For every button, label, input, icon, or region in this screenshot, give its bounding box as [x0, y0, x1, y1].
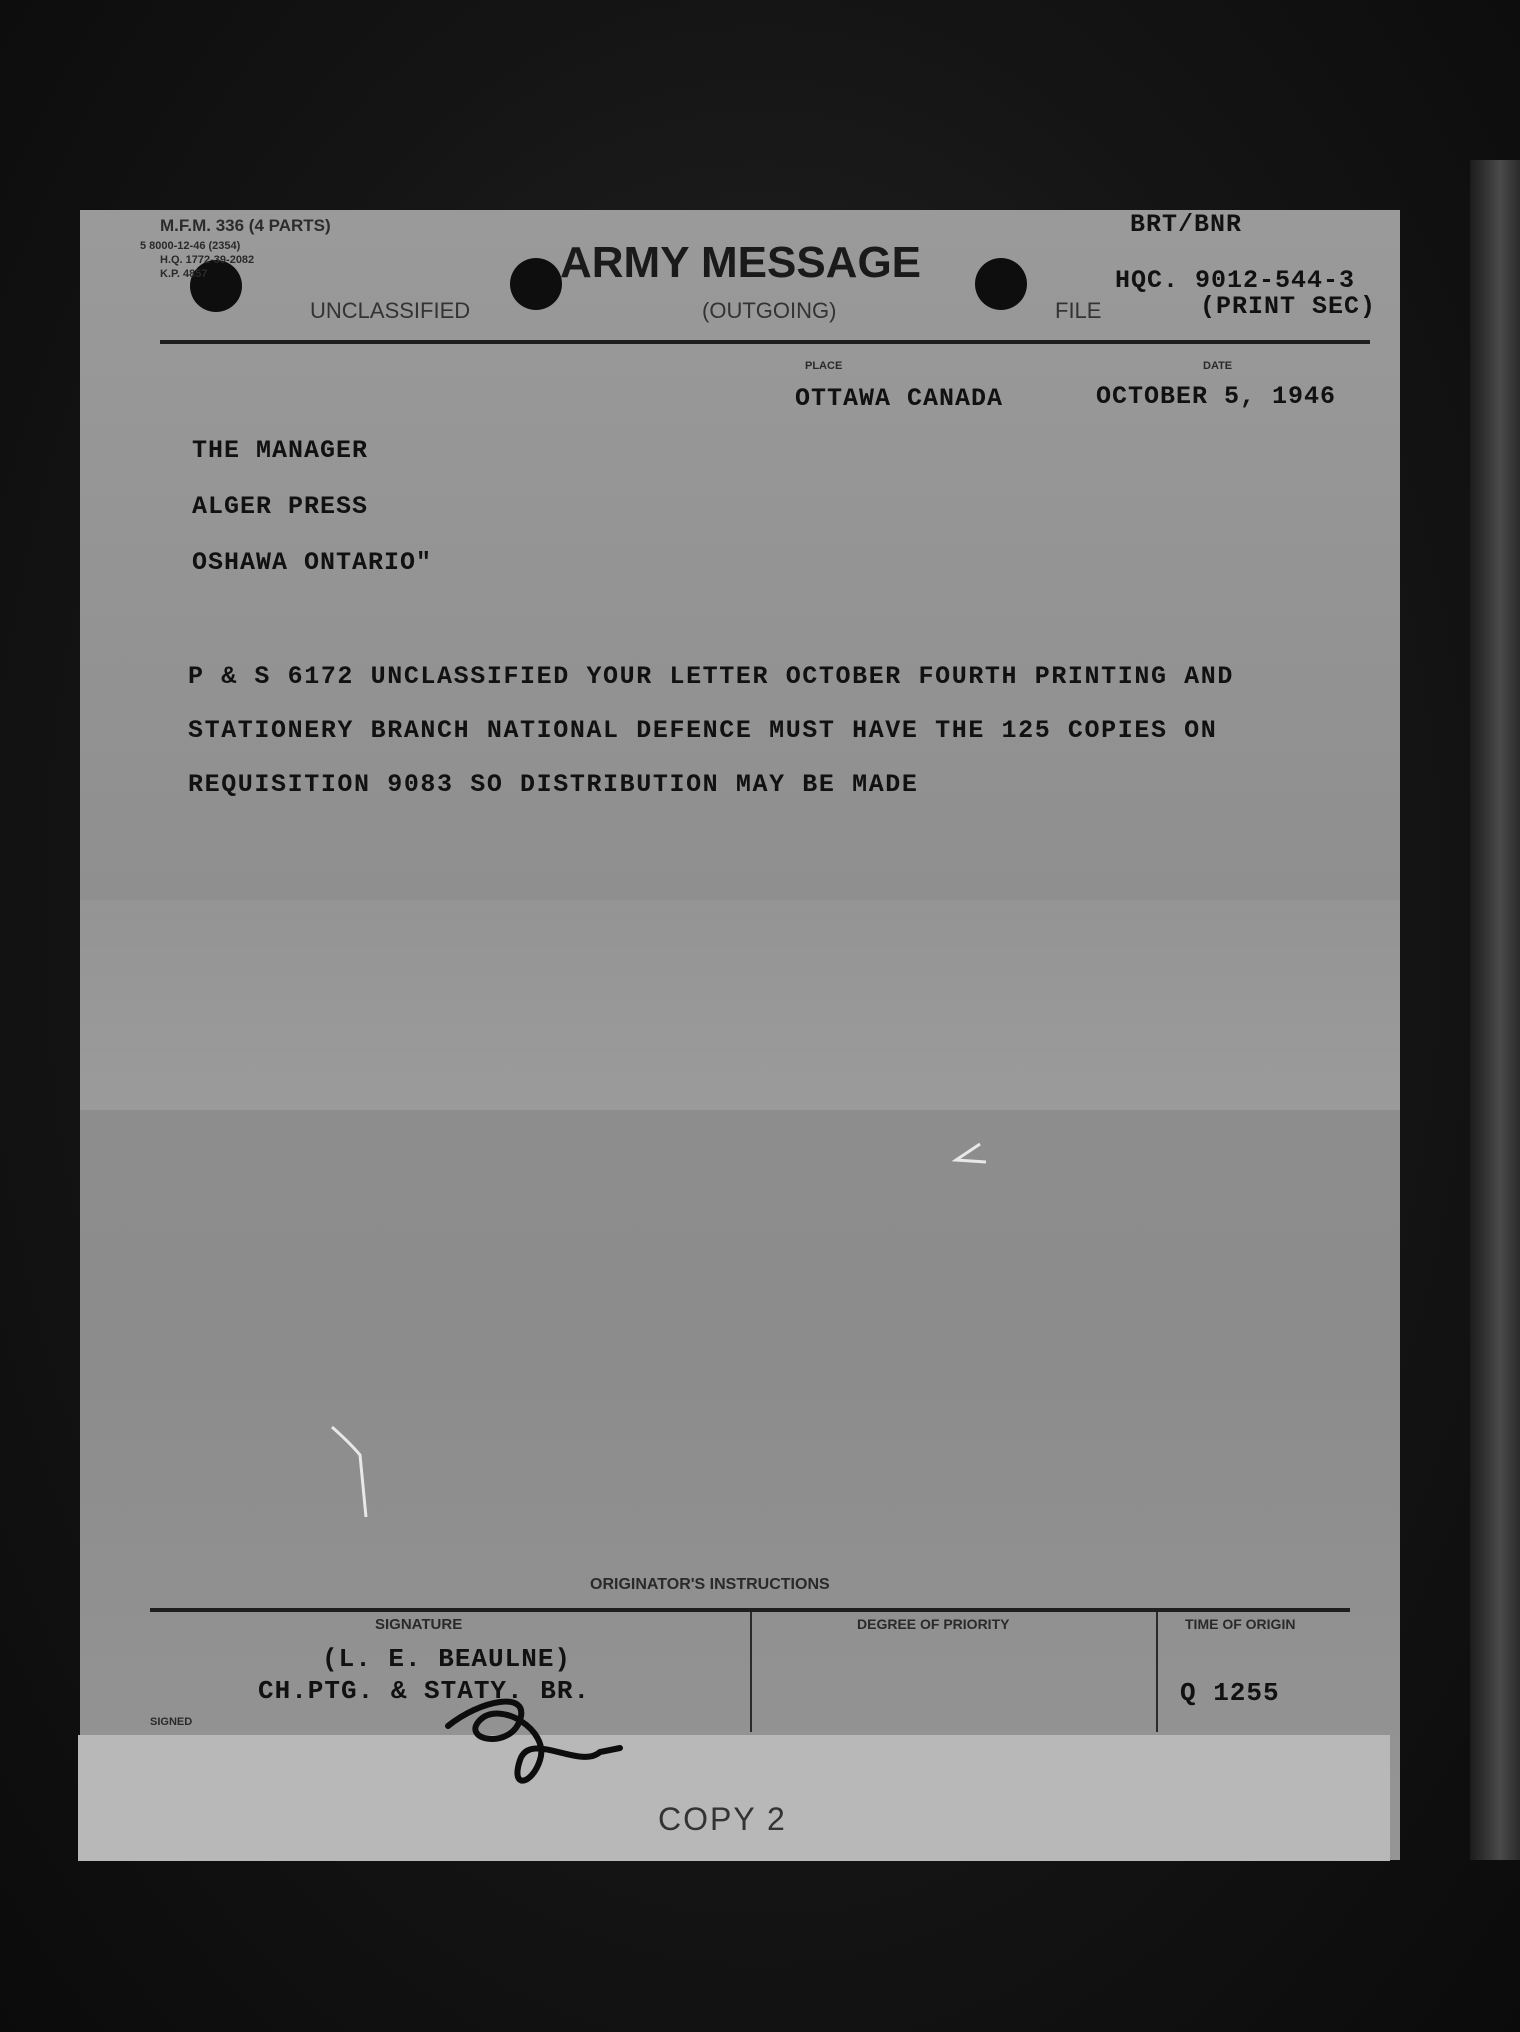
- place-label: PLACE: [805, 360, 843, 372]
- punch-hole-center-left: [510, 258, 562, 310]
- file-label: FILE: [1055, 298, 1102, 323]
- footer-divider-2: [1156, 1612, 1158, 1732]
- signer-name: (L. E. BEAULNE): [322, 1644, 572, 1674]
- time-of-origin-label: TIME OF ORIGIN: [1185, 1616, 1296, 1632]
- file-number: HQC. 9012-544-3: [1115, 266, 1356, 295]
- direction-label: (OUTGOING): [702, 298, 837, 323]
- header-rule: [160, 340, 1370, 344]
- message-line-1: P & S 6172 UNCLASSIFIED YOUR LETTER OCTOBER FOURTH PRINTING AND: [188, 662, 1234, 691]
- form-title: ARMY MESSAGE: [560, 238, 922, 287]
- footer-divider-1: [750, 1612, 752, 1732]
- message-line-3: REQUISITION 9083 SO DISTRIBUTION MAY BE MADE: [188, 770, 919, 799]
- message-line-2: STATIONERY BRANCH NATIONAL DEFENCE MUST HAVE THE 125 COPIES ON: [188, 716, 1218, 745]
- address-line-1: THE MANAGER: [192, 436, 369, 465]
- date-label: DATE: [1203, 360, 1233, 372]
- time-of-origin-value: Q 1255: [1180, 1678, 1280, 1708]
- address-line-2: ALGER PRESS: [192, 492, 369, 521]
- file-section: (PRINT SEC): [1200, 292, 1377, 321]
- address-line-3: OSHAWA ONTARIO": [192, 548, 433, 577]
- signed-label: SIGNED: [150, 1716, 193, 1728]
- message-form: [80, 210, 1400, 1860]
- signature-label: SIGNATURE: [375, 1616, 463, 1633]
- originator-instructions-label: ORIGINATOR'S INSTRUCTIONS: [590, 1576, 830, 1593]
- print-code-2: H.Q. 1772-39-2082: [160, 254, 255, 266]
- print-code-1: 5 8000-12-46 (2354): [140, 240, 241, 252]
- place-value: OTTAWA CANADA: [795, 384, 1004, 413]
- film-edge: [1470, 160, 1520, 1860]
- signer-title: CH.PTG. & STATY. BR.: [258, 1676, 591, 1706]
- classification-label: UNCLASSIFIED: [310, 298, 471, 323]
- form-number: M.F.M. 336 (4 PARTS): [160, 216, 331, 235]
- priority-label: DEGREE OF PRIORITY: [857, 1616, 1010, 1632]
- paper-shading: [80, 900, 1400, 1110]
- copy-number: COPY 2: [658, 1801, 787, 1837]
- pen-mark-check: [950, 1140, 990, 1170]
- reference-initials: BRT/BNR: [1130, 210, 1243, 239]
- punch-hole-center-right: [975, 258, 1027, 310]
- print-code-3: K.P. 4857: [160, 268, 208, 280]
- copy-strip: [78, 1735, 1390, 1861]
- handwritten-signature: [440, 1690, 640, 1800]
- pen-mark-stroke: [330, 1425, 380, 1525]
- date-value: OCTOBER 5, 1946: [1096, 382, 1337, 411]
